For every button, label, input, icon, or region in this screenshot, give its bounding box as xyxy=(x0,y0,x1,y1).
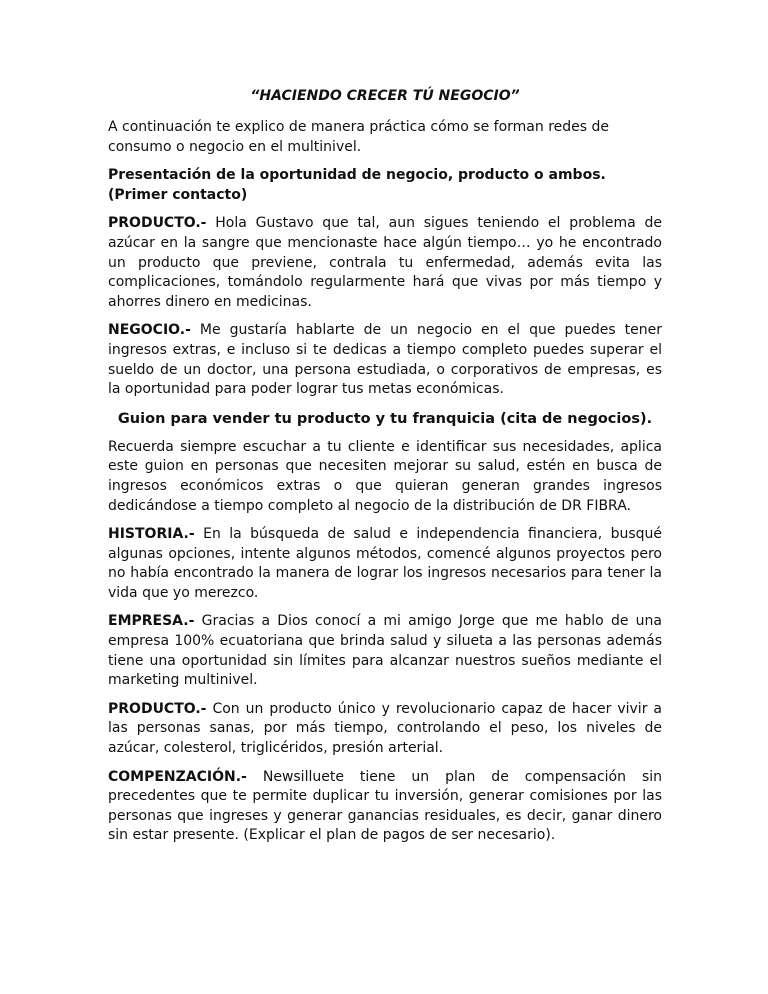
producto-2-paragraph xyxy=(108,700,662,759)
producto-2-lead: PRODUCTO.- xyxy=(108,700,207,717)
recuerda-paragraph: Recuerda siempre escuchar a tu cliente e identificar sus necesidades, aplica este guion en personas que necesiten mejorar su salud, estén en busca de ingresos económicos extras o que quieran generan grandes ingresos dedicándose a tiempo completo al negocio de la distribución de DR FIBRA. xyxy=(108,438,662,514)
producto-text: Hola Gustavo que tal, aun sigues teniendo el problema de azúcar en la sangre que mencionaste hace algún tiempo… yo he encontrado un producto que previene, contrala tu enfermedad, además evita las complicaciones, tomándolo regularmente hará que vivas por más tiempo y ahorres dinero en medicinas. xyxy=(108,215,662,310)
presentation-heading: Presentación de la oportunidad de negocio, producto o ambos. (Primer contacto) xyxy=(108,167,606,203)
producto-lead: PRODUCTO.- xyxy=(108,215,207,232)
producto-2-text: Con un producto único y revolucionario capaz de hacer vivir a las personas sanas, por más tiempo, controlando el peso, los niveles de azúcar, colesterol, triglicéridos, presión arterial. xyxy=(108,700,662,757)
negocio-text: Me gustaría hablarte de un negocio en el que puedes tener ingresos extras, e incluso si te dedicas a tiempo completo puedes superar el sueldo de un doctor, una persona estudiada, o corporativos de empresas, es la oportunidad para poder lograr tus metas económicas. xyxy=(108,322,662,398)
negocio-paragraph xyxy=(108,321,662,399)
compenzacion-lead: COMPENZACIÓN.- xyxy=(108,768,247,785)
negocio-lead: NEGOCIO.- xyxy=(108,322,191,339)
document-title: “HACIENDO CRECER TÚ NEGOCIO” xyxy=(250,88,520,104)
compenzacion-paragraph xyxy=(108,768,662,846)
intro-paragraph: A continuación te explico de manera práctica cómo se forman redes de consumo o negocio en el multinivel. xyxy=(108,119,610,155)
empresa-text: Gracias a Dios conocí a mi amigo Jorge que me hablo de una empresa 100% ecuatoriana que brinda salud y silueta a las personas además tiene una oportunidad sin límites para alcanzar nuestros sueños mediante el marketing multinivel. xyxy=(108,613,662,689)
empresa-lead: EMPRESA.- xyxy=(108,613,195,630)
guion-heading: Guion para vender tu producto y tu franquicia (cita de negocios). xyxy=(117,410,653,427)
empresa-paragraph xyxy=(108,612,662,690)
historia-lead: HISTORIA.- xyxy=(108,526,195,543)
compenzacion-text: Newsilluete tiene un plan de compensación sin precedentes que te permite duplicar tu inversión, generar comisiones por las personas que ingreses y generar ganancias residuales, es decir, ganar dinero sin estar presente. (Explicar el plan de pagos de ser necesario). xyxy=(108,768,662,844)
historia-text: En la búsqueda de salud e independencia financiera, busqué algunas opciones, intente algunos métodos, comencé algunos proyectos pero no había encontrado la manera de lograr los ingresos necesarios para tener la vida que yo merezco. xyxy=(108,526,662,601)
historia-paragraph xyxy=(108,525,662,603)
producto-paragraph xyxy=(108,214,662,312)
